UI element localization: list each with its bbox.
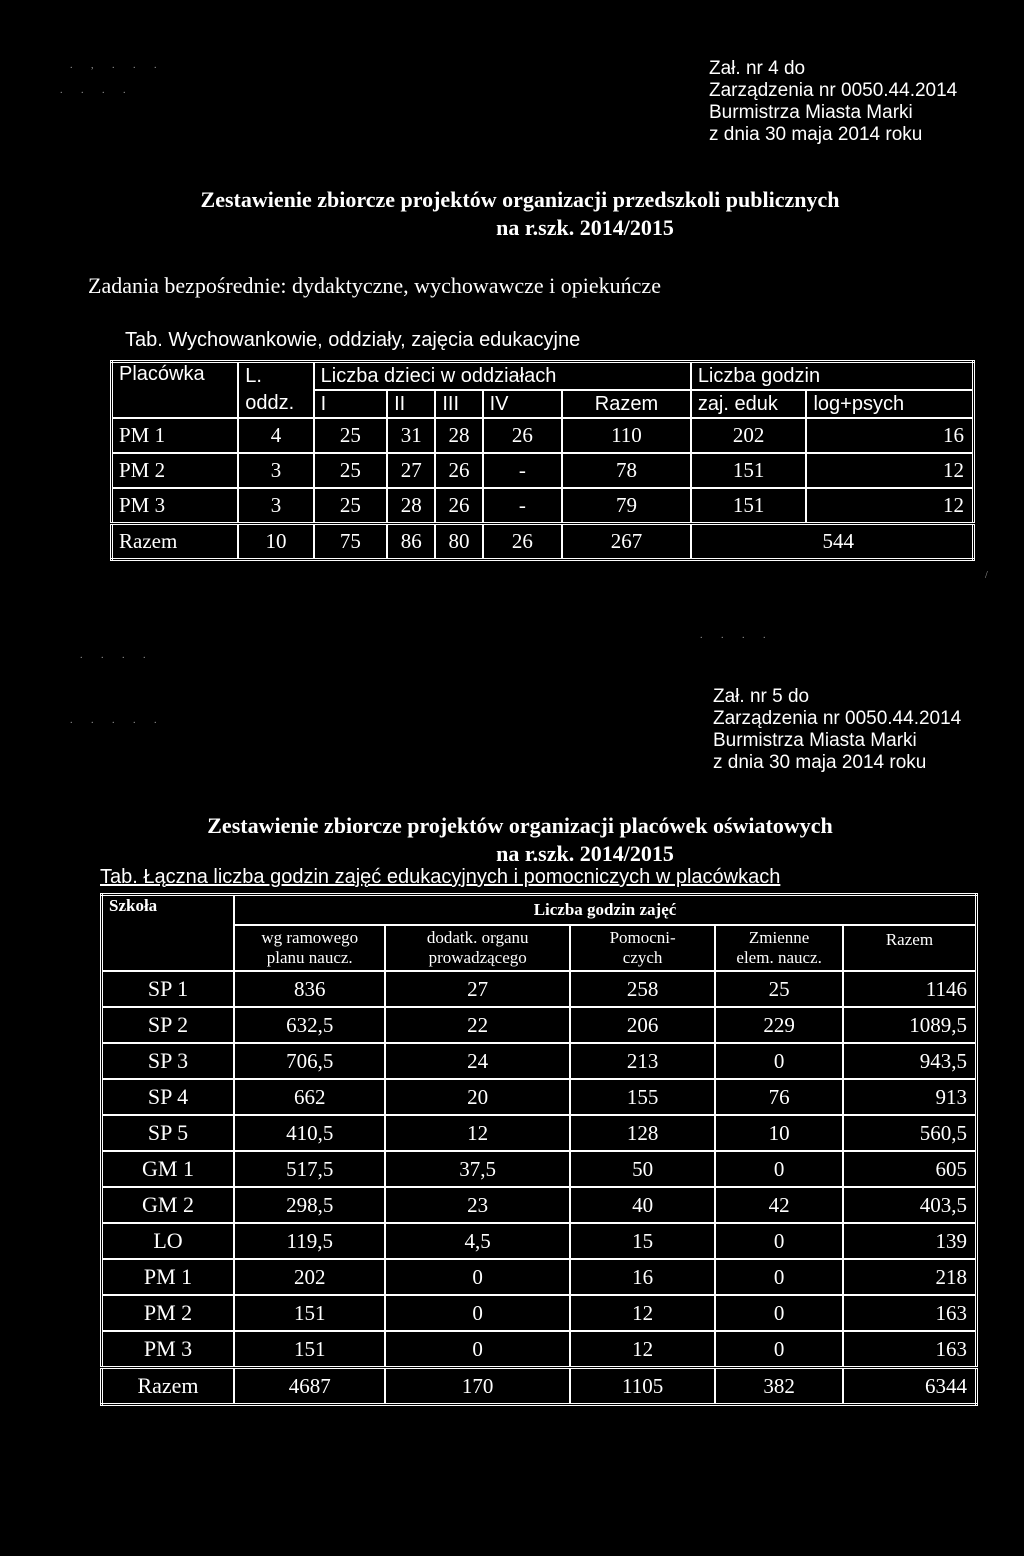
table-row xyxy=(102,1007,977,1043)
cell-dodatk: 27 xyxy=(385,971,569,1007)
annex-5-line: Zał. nr 5 do xyxy=(713,686,810,707)
cell-eduk: 151 xyxy=(691,488,807,524)
cell-log: 12 xyxy=(806,453,973,488)
header-zmienne xyxy=(715,925,843,971)
cell-ramowy: 517,5 xyxy=(234,1151,385,1187)
cell-zmienne: 0 xyxy=(715,1331,843,1368)
table-row xyxy=(102,1223,977,1259)
cell-dodatk: 4,5 xyxy=(385,1223,569,1259)
cell-razem: 1089,5 xyxy=(843,1007,977,1043)
cell-zmienne: 229 xyxy=(715,1007,843,1043)
header-pomoc xyxy=(570,925,715,971)
header-iv: IV xyxy=(483,390,562,418)
cell-razem: 163 xyxy=(843,1295,977,1331)
annex-5-line: Zarządzenia nr 0050.44.2014 xyxy=(713,708,962,729)
table-row xyxy=(112,488,974,524)
cell-iii: 26 xyxy=(435,488,482,524)
cell-razem: 78 xyxy=(562,453,691,488)
header-zmienne-line: Zmienne xyxy=(748,928,810,947)
header-iii: III xyxy=(435,390,482,418)
cell-zmienne: 0 xyxy=(715,1259,843,1295)
header-log-psych: log+psych xyxy=(806,390,973,418)
cell-ramowy: 662 xyxy=(234,1079,385,1115)
cell-ramowy: 202 xyxy=(234,1259,385,1295)
cell-oddz: 3 xyxy=(238,453,313,488)
cell-eduk: 202 xyxy=(691,418,807,453)
total-razem: 267 xyxy=(562,524,691,560)
annex-4-note xyxy=(709,58,957,146)
cell-dodatk: 20 xyxy=(385,1079,569,1115)
cell-iv: - xyxy=(483,488,562,524)
row-name: PM 2 xyxy=(102,1295,235,1331)
cell-ramowy: 706,5 xyxy=(234,1043,385,1079)
cell-log: 16 xyxy=(806,418,973,453)
total-hours: 544 xyxy=(691,524,974,560)
header-ramowy xyxy=(234,925,385,971)
cell-dodatk: 0 xyxy=(385,1259,569,1295)
header-ramowy-line: wg ramowego xyxy=(261,928,359,947)
header-zmienne-line: elem. naucz. xyxy=(736,948,822,967)
annex-5-line: z dnia 30 maja 2014 roku xyxy=(713,752,927,773)
cell-dodatk: 0 xyxy=(385,1331,569,1368)
cell-ramowy: 119,5 xyxy=(234,1223,385,1259)
table-row xyxy=(102,1151,977,1187)
cell-ramowy: 151 xyxy=(234,1295,385,1331)
tasks-heading: Zadania bezpośrednie: dydaktyczne, wychowawcze i opiekuńcze xyxy=(88,273,661,298)
cell-dodatk: 12 xyxy=(385,1115,569,1151)
cell-razem: 1146 xyxy=(843,971,977,1007)
cell-razem: 560,5 xyxy=(843,1115,977,1151)
tab1-caption: Tab. Wychowankowie, oddziały, zajęcia edukacyjne xyxy=(125,329,581,351)
row-name: LO xyxy=(102,1223,235,1259)
total-iii: 80 xyxy=(435,524,482,560)
row-name: SP 1 xyxy=(102,971,235,1007)
cell-ramowy: 151 xyxy=(234,1331,385,1368)
cell-pomoc: 40 xyxy=(570,1187,715,1223)
cell-oddz: 4 xyxy=(238,418,313,453)
row-name: GM 1 xyxy=(102,1151,235,1187)
total-name: Razem xyxy=(112,524,239,560)
cell-pomoc: 16 xyxy=(570,1259,715,1295)
title-2-line1: Zestawienie zbiorcze projektów organizacji placówek oświatowych xyxy=(207,813,833,838)
total-iv: 26 xyxy=(483,524,562,560)
annex-4-line: Zarządzenia nr 0050.44.2014 xyxy=(709,80,958,101)
total-dodatk: 170 xyxy=(385,1368,569,1405)
cell-razem: 79 xyxy=(562,488,691,524)
cell-zmienne: 10 xyxy=(715,1115,843,1151)
header-razem: Razem xyxy=(843,925,977,971)
header-dodatk-line: prowadzącego xyxy=(428,948,527,967)
header-szkola: Szkoła xyxy=(102,895,235,972)
total-name: Razem xyxy=(102,1368,235,1405)
hours-table-body xyxy=(102,971,977,1368)
total-razem: 6344 xyxy=(843,1368,977,1405)
children-table xyxy=(110,360,975,561)
cell-ii: 27 xyxy=(387,453,435,488)
row-name: SP 2 xyxy=(102,1007,235,1043)
header-zaj-eduk: zaj. eduk xyxy=(691,390,807,418)
header-children: Liczba dzieci w oddziałach xyxy=(314,362,691,391)
title-2-line2: na r.szk. 2014/2015 xyxy=(496,841,674,866)
header-pomoc-line: czych xyxy=(622,948,663,967)
table-row xyxy=(102,1079,977,1115)
table-row xyxy=(102,1043,977,1079)
table-row xyxy=(102,1187,977,1223)
row-name: SP 4 xyxy=(102,1079,235,1115)
tab2-caption: Tab. Łączna liczba godzin zajęć edukacyjnych i pomocniczych w placówkach xyxy=(100,866,781,888)
table-row-total xyxy=(102,1368,977,1405)
cell-pomoc: 155 xyxy=(570,1079,715,1115)
header-i: I xyxy=(314,390,387,418)
total-ramowy: 4687 xyxy=(234,1368,385,1405)
cell-ramowy: 298,5 xyxy=(234,1187,385,1223)
cell-i: 25 xyxy=(314,453,387,488)
cell-ramowy: 410,5 xyxy=(234,1115,385,1151)
cell-zmienne: 42 xyxy=(715,1187,843,1223)
annex-5-line: Burmistrza Miasta Marki xyxy=(713,730,917,751)
cell-razem: 139 xyxy=(843,1223,977,1259)
table-row xyxy=(112,453,974,488)
cell-razem: 913 xyxy=(843,1079,977,1115)
cell-razem: 403,5 xyxy=(843,1187,977,1223)
total-ii: 86 xyxy=(387,524,435,560)
cell-pomoc: 213 xyxy=(570,1043,715,1079)
scan-noise: . . . . xyxy=(60,85,134,96)
cell-eduk: 151 xyxy=(691,453,807,488)
cell-iii: 28 xyxy=(435,418,482,453)
header-placowka: Placówka xyxy=(112,362,239,419)
cell-zmienne: 25 xyxy=(715,971,843,1007)
title-2 xyxy=(0,812,1024,868)
cell-razem: 110 xyxy=(562,418,691,453)
cell-dodatk: 24 xyxy=(385,1043,569,1079)
cell-razem: 163 xyxy=(843,1331,977,1368)
cell-pomoc: 15 xyxy=(570,1223,715,1259)
header-razem: Razem xyxy=(562,390,691,418)
scan-noise: / xyxy=(985,570,996,581)
header-dodatk-line: dodatk. organu xyxy=(426,928,529,947)
cell-ramowy: 632,5 xyxy=(234,1007,385,1043)
title-1-line2: na r.szk. 2014/2015 xyxy=(496,215,674,240)
cell-pomoc: 206 xyxy=(570,1007,715,1043)
total-pomoc: 1105 xyxy=(570,1368,715,1405)
cell-i: 25 xyxy=(314,418,387,453)
cell-dodatk: 37,5 xyxy=(385,1151,569,1187)
row-name: SP 5 xyxy=(102,1115,235,1151)
cell-razem: 218 xyxy=(843,1259,977,1295)
cell-iv: - xyxy=(483,453,562,488)
annex-4-line: z dnia 30 maja 2014 roku xyxy=(709,124,923,145)
total-zmienne: 382 xyxy=(715,1368,843,1405)
table-row xyxy=(102,1295,977,1331)
cell-zmienne: 76 xyxy=(715,1079,843,1115)
row-name: PM 2 xyxy=(112,453,239,488)
cell-pomoc: 258 xyxy=(570,971,715,1007)
cell-zmienne: 0 xyxy=(715,1151,843,1187)
header-pomoc-line: Pomocni- xyxy=(609,928,676,947)
cell-pomoc: 128 xyxy=(570,1115,715,1151)
table-row xyxy=(112,418,974,453)
row-name: PM 3 xyxy=(102,1331,235,1368)
header-ramowy-line: planu naucz. xyxy=(266,948,353,967)
header-oddz: oddz. xyxy=(238,390,313,418)
row-name: PM 3 xyxy=(112,488,239,524)
header-hours: Liczba godzin xyxy=(691,362,974,391)
cell-razem: 943,5 xyxy=(843,1043,977,1079)
cell-oddz: 3 xyxy=(238,488,313,524)
cell-i: 25 xyxy=(314,488,387,524)
scan-noise: . , . . . xyxy=(70,60,165,71)
cell-ii: 28 xyxy=(387,488,435,524)
cell-dodatk: 23 xyxy=(385,1187,569,1223)
cell-ramowy: 836 xyxy=(234,971,385,1007)
scan-noise: . . . . . xyxy=(70,715,165,726)
row-name: SP 3 xyxy=(102,1043,235,1079)
header-hours: Liczba godzin zajęć xyxy=(234,895,976,926)
header-l: L. xyxy=(238,362,313,391)
scan-noise: . . . . xyxy=(700,630,774,641)
row-name: PM 1 xyxy=(112,418,239,453)
table-row xyxy=(102,1115,977,1151)
cell-iv: 26 xyxy=(483,418,562,453)
total-oddz: 10 xyxy=(238,524,313,560)
scan-noise: . . . . xyxy=(80,650,154,661)
cell-zmienne: 0 xyxy=(715,1043,843,1079)
total-i: 75 xyxy=(314,524,387,560)
table-row xyxy=(102,1331,977,1368)
annex-4-line: Zał. nr 4 do xyxy=(709,58,806,79)
title-1-line1: Zestawienie zbiorcze projektów organizacji przedszkoli publicznych xyxy=(200,187,840,212)
cell-log: 12 xyxy=(806,488,973,524)
table-row-total xyxy=(112,524,974,560)
header-ii: II xyxy=(387,390,435,418)
hours-table xyxy=(100,893,978,1406)
table-row xyxy=(102,1259,977,1295)
table-row xyxy=(102,971,977,1007)
cell-ii: 31 xyxy=(387,418,435,453)
cell-pomoc: 12 xyxy=(570,1295,715,1331)
row-name: PM 1 xyxy=(102,1259,235,1295)
cell-dodatk: 0 xyxy=(385,1295,569,1331)
cell-iii: 26 xyxy=(435,453,482,488)
cell-zmienne: 0 xyxy=(715,1223,843,1259)
title-1 xyxy=(0,186,1024,242)
row-name: GM 2 xyxy=(102,1187,235,1223)
annex-5-note xyxy=(713,686,961,774)
cell-dodatk: 22 xyxy=(385,1007,569,1043)
cell-pomoc: 50 xyxy=(570,1151,715,1187)
cell-zmienne: 0 xyxy=(715,1295,843,1331)
cell-razem: 605 xyxy=(843,1151,977,1187)
cell-pomoc: 12 xyxy=(570,1331,715,1368)
header-dodatk xyxy=(385,925,569,971)
annex-4-line: Burmistrza Miasta Marki xyxy=(709,102,913,123)
